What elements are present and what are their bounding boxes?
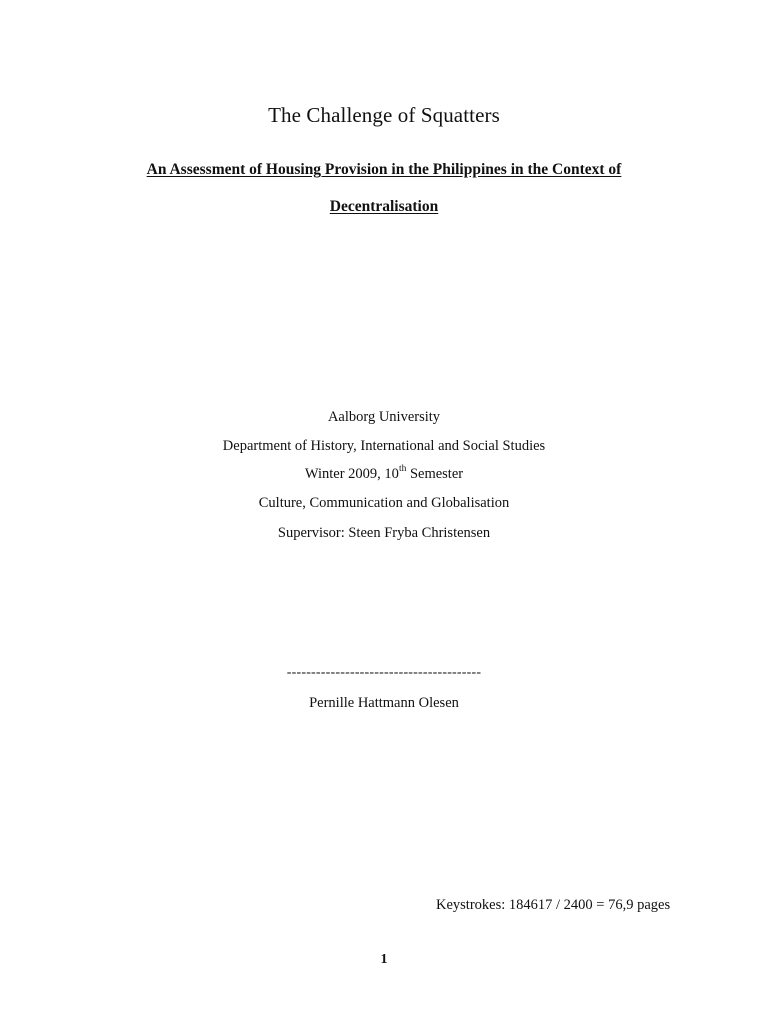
subtitle-line-2: Decentralisation (329, 198, 439, 215)
supervisor-name: Supervisor: Steen Fryba Christensen (277, 525, 491, 541)
program-name: Culture, Communication and Globalisation (258, 495, 510, 511)
document-title: The Challenge of Squatters (268, 103, 500, 127)
term-prefix: Winter 2009, 10 (304, 466, 399, 482)
semester-info (0, 466, 768, 483)
page-number: 1 (380, 952, 388, 967)
department-name: Department of History, International and Social Studies (222, 438, 546, 454)
subtitle-line-1: An Assessment of Housing Provision in the Philippines in the Context of (146, 161, 622, 178)
term-superscript: th (398, 464, 407, 475)
keystroke-count: Keystrokes: 184617 / 2400 = 76,9 pages (436, 897, 671, 913)
term-suffix: Semester (406, 466, 464, 482)
signature-line: ---------------------------------------- (286, 665, 482, 680)
document-subtitle (0, 151, 768, 225)
author-name: Pernille Hattmann Olesen (309, 695, 459, 711)
university-name: Aalborg University (327, 409, 441, 425)
